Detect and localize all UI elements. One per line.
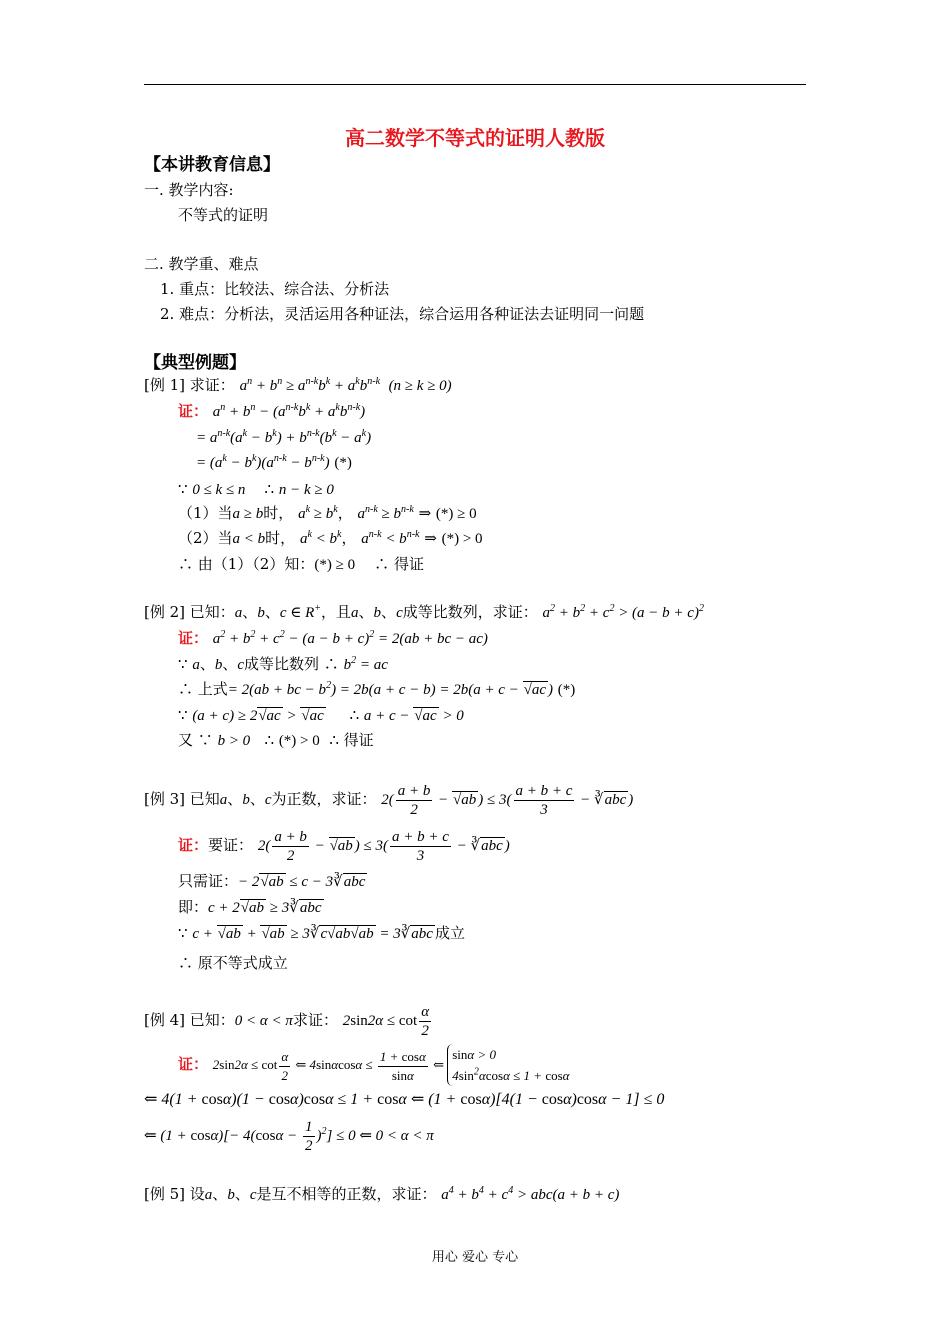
page-footer: 用心 爱心 专心	[431, 1250, 519, 1265]
example-2-proof-line-1: 证： $a^2 + b^2 + c^2 - (a - b + c)^2 = 2(ab$ + bc − ac)	[178, 629, 488, 647]
example-2-proof-line-3: ∴ 上式= 2(ab + bc − $b^2) = 2b(a + c - b) = 2b(a + c - √ac$ ) (*)	[178, 680, 576, 698]
example-2-proof-line-4: ∵ (a + c) ≥ 2√ac > √ac ∴ a + c − √ac > 0	[178, 706, 464, 724]
example-1-proof-line-3: = $(a^k - b^k)(a^{n-k} - b^{n-k})$ (*)	[196, 453, 352, 471]
focus-item-2: 2. 难点：分析法，灵活运用各种证法，综合运用各种证法去证明同一问题	[160, 305, 645, 323]
example-1-conclusion: ∴ 由（1）（2）知：(*) ≥ 0 ∴ 得证	[178, 555, 424, 573]
example-1-case-2: （2）当a < b时， $a^k < b^k$， $a^{n-k} < b^{n-k}$ ⇒ (*) > 0	[178, 529, 483, 547]
example-4-proof-line-2: ⇐ 4(1 + cosα)(1 − cosα)cosα ≤ 1 + cosα ⇐ (1 + cosα)[4(1 − cosα)cosα − 1] ≤ 0	[144, 1091, 665, 1108]
example-5-statement: [例 5] 设a、b、c是互不相等的正数，求证： $a^4 + b^4 + c^4 > abc(a + b + c)$	[144, 1185, 620, 1203]
example-3-proof-line-1: 证：要证： 2( $\frac{a + b}{2}$ − √ab ) ≤ 3( $\frac{a + b + c}{3}$ − ∛abc )	[178, 829, 510, 865]
example-2-statement: [例 2] 已知：a、b、c ∈ R+，且a、b、c成等比数列，求证： $a^2 + b^2 + c^2 > (a - b + c)^2$	[144, 603, 704, 621]
example-3-proof-line-2: 只需证：− 2√ab ≤ c − 3∛abc	[178, 872, 366, 890]
page-title: 高二数学不等式的证明人教版	[345, 126, 605, 150]
section-header-info: 【本讲教育信息】	[144, 155, 280, 175]
content-heading: 一. 教学内容:	[144, 181, 234, 199]
example-3-statement: [例 3] 已知a、b、c为正数，求证： 2( $\frac{a + b}{2}$ − √ab ) ≤ 3( $\frac{a + b + c}{3}$ − ∛abc )	[144, 783, 634, 819]
example-1-case-1: （1）当a ≥ b时， $a^k \ge b^k$， $a^{n-k} \ge b^{n-k}$ ⇒ (*) ≥ 0	[178, 504, 477, 522]
section-header-examples: 【典型例题】	[144, 353, 246, 373]
example-4-proof-line-1: 证： 2sin2α ≤ cot $\frac{\alpha}{2}$ ⇐ 4sinαcosα ≤ $\frac{1 + \cos\alpha}{\sin\alpha}$ ⇐ sinα > 0 $4\sin^2\alpha\cos\alpha \le 1 + \cos\alpha$	[178, 1042, 569, 1087]
focus-heading: 二. 教学重、难点	[144, 255, 259, 273]
example-4-proof-line-3: ⇐ (1 + cosα)[− 4(cosα − $\frac{1}{2}$ )$^2$] ≤ 0 ⇐ 0 < α < π	[144, 1119, 434, 1155]
example-3-proof-line-4: ∵ c + √ab + √ab ≥ 3∛c√ab√ab = 3∛abc 成立	[178, 924, 465, 942]
example-1-proof-line-2: = $a^{n-k}(a^k - b^k) + b^{n-k}(b^k - a^k)$	[196, 428, 372, 446]
example-3-proof-line-3: 即：c + 2√ab ≥ 3∛abc	[178, 898, 322, 916]
example-2-proof-line-2: ∵ a、b、c成等比数列 ∴ $b^2$ = ac	[178, 655, 388, 673]
example-2-conclusion: 又 ∵ b > 0 ∴ (*) > 0 ∴ 得证	[178, 731, 374, 749]
example-1-proof-line-1: 证： $a^n + b^n - (a^{n-k}b^k + a^kb^{n-k})$	[178, 402, 366, 420]
focus-item-1: 1. 重点：比较法、综合法、分析法	[160, 280, 390, 298]
example-1-proof-line-4: ∵ 0 ≤ k ≤ n ∴ n − k ≥ 0	[178, 480, 334, 498]
top-rule	[144, 84, 806, 85]
example-3-conclusion: ∴ 原不等式成立	[178, 954, 288, 972]
content-body: 不等式的证明	[178, 206, 269, 224]
example-1-statement: [例 1] 求证： $a^n + b^n \ge a^{n-k}b^k + a^kb^{n-k}$ (n ≥ k ≥ 0)	[144, 376, 452, 394]
example-4-statement: [例 4] 已知：0 < α < π求证： 2sin2α ≤ cot $\frac{\alpha}{2}$	[144, 1004, 430, 1040]
